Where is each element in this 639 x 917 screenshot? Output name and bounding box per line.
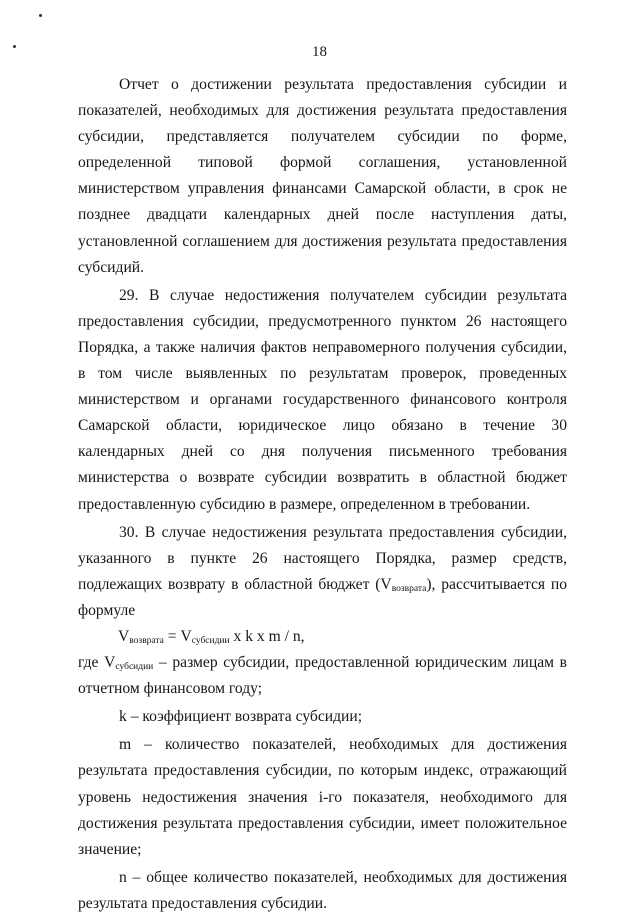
scan-speck [39,14,42,17]
document-body [78,72,567,917]
paragraph-30: 30. В случае недостижения результата предоставления субсидии, указанного в пункте 26 настоящего Порядка, размер средств, подлежащих возврату в областной бюджет $(V_{возврата})$, рассчитывается по формуле [78,523,568,619]
paragraph-29: 29. В случае недостижения получателем субсидии результата предоставления субсидии, предусмотренного пунктом 26 настоящего Порядка, а также наличия фактов неправомерного получения субсидии, в том числе выявленных по результатам проверок, проведенных министерством и органами государственного финансового контроля Самарской области, юридическое лицо обязано в течение 30 календарных дней со дня получения письменного требования министерства о возврате субсидии возвратить в областной бюджет предоставленную субсидию в размере, определенном в требовании. [78,286,567,513]
definition-m: m – количество показателей, необходимых для достижения результата предоставления субсидии, по которым индекс, отражающий уровень недостижения значения i-го показателя, необходимого для достижения результата предоставления субсидии, имеет положительное значение; [78,736,567,858]
definition-n: n – общее количество показателей, необходимых для достижения результата предоставления субсидии. [78,868,567,912]
definition-v-subsidy: где $V_{субсидии}$ – размер субсидии, предоставленной юридическим лицам в отчетном финансовом году; [78,654,568,698]
return-formula: $V_{возврата} = V_{субсидии}$ x k x m / n, [118,627,305,646]
definition-k: k – коэффициент возврата субсидии; [119,708,363,726]
paragraph-report: Отчет о достижении результата предоставления субсидии и показателей, необходимых для достижения результата предоставления субсидии, представляется получателем субсидии по форме, определенной типовой формой соглашения, установленной министерством управления финансами Самарской области, в срок не позднее двадцати календарных дней после наступления даты, установленной соглашением для достижения результата предоставления субсидий. [78,76,567,276]
page-number: 18 [312,44,327,60]
